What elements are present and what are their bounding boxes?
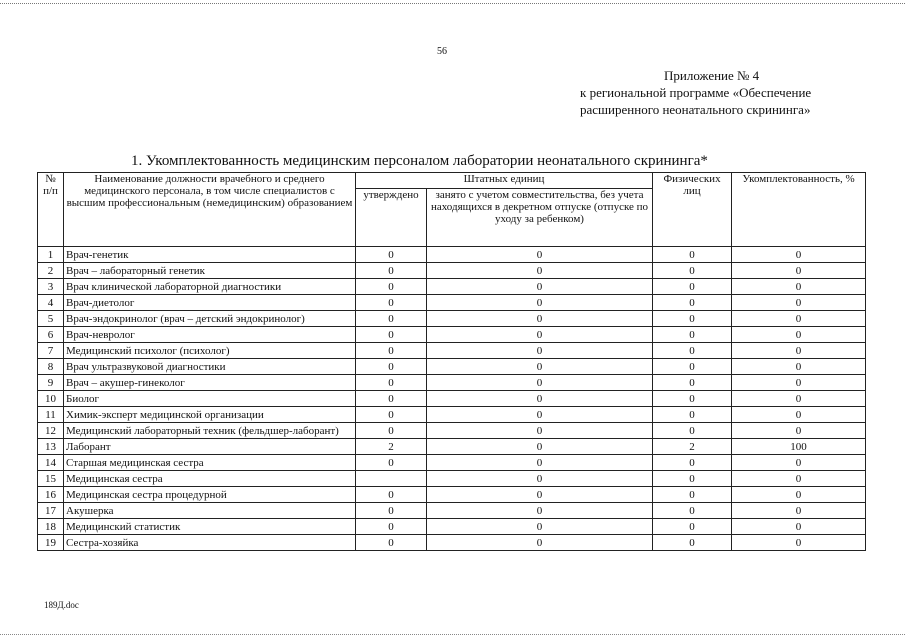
- row-occupied: 0: [427, 407, 653, 423]
- row-position-name: Врач – акушер-гинеколог: [64, 375, 356, 391]
- row-persons: 0: [653, 279, 732, 295]
- row-occupied: 0: [427, 311, 653, 327]
- row-persons: 0: [653, 407, 732, 423]
- row-approved: 0: [356, 487, 427, 503]
- header-occupied: занято с учетом совместительства, без учета находящихся в декретном отпуске (отпуске по уходу за ребенком): [427, 189, 653, 247]
- file-name: 189Д.doc: [44, 600, 79, 610]
- row-occupied: 0: [427, 279, 653, 295]
- row-approved: 0: [356, 391, 427, 407]
- row-persons: 0: [653, 295, 732, 311]
- table-row: [38, 311, 866, 327]
- row-persons: 0: [653, 471, 732, 487]
- row-staffing: 0: [732, 407, 866, 423]
- row-number: 16: [38, 487, 64, 503]
- row-position-name: Медицинский психолог (психолог): [64, 343, 356, 359]
- table-row: [38, 391, 866, 407]
- row-occupied: 0: [427, 295, 653, 311]
- row-position-name: Врач-диетолог: [64, 295, 356, 311]
- row-approved: 0: [356, 279, 427, 295]
- page-number: 56: [437, 46, 447, 57]
- table-row: [38, 471, 866, 487]
- table-body: [38, 247, 866, 551]
- row-position-name: Старшая медицинская сестра: [64, 455, 356, 471]
- row-approved: 0: [356, 247, 427, 263]
- row-persons: 0: [653, 375, 732, 391]
- row-persons: 0: [653, 455, 732, 471]
- row-occupied: 0: [427, 263, 653, 279]
- row-approved: 0: [356, 375, 427, 391]
- row-persons: 0: [653, 247, 732, 263]
- header-approved: утверждено: [356, 189, 427, 247]
- row-approved: [356, 471, 427, 487]
- table-row: [38, 519, 866, 535]
- row-staffing: 0: [732, 311, 866, 327]
- table-row: [38, 535, 866, 551]
- row-number: 2: [38, 263, 64, 279]
- row-occupied: 0: [427, 423, 653, 439]
- row-staffing: 0: [732, 503, 866, 519]
- row-staffing: 0: [732, 263, 866, 279]
- row-number: 8: [38, 359, 64, 375]
- row-occupied: 0: [427, 471, 653, 487]
- row-staffing: 0: [732, 375, 866, 391]
- row-persons: 0: [653, 263, 732, 279]
- row-approved: 0: [356, 503, 427, 519]
- row-staffing: 0: [732, 359, 866, 375]
- table-row: [38, 295, 866, 311]
- row-occupied: 0: [427, 503, 653, 519]
- table-row: [38, 503, 866, 519]
- row-position-name: Врач – лабораторный генетик: [64, 263, 356, 279]
- row-position-name: Лаборант: [64, 439, 356, 455]
- header-position: Наименование должности врачебного и среднего медицинского персонала, в том числе специалистов с высшим профессиональным (немедицинским) образованием: [64, 173, 356, 247]
- row-occupied: 0: [427, 375, 653, 391]
- header-staffing: Укомплектованность, %: [732, 173, 866, 247]
- row-number: 6: [38, 327, 64, 343]
- row-number: 14: [38, 455, 64, 471]
- row-position-name: Врач ультразвуковой диагностики: [64, 359, 356, 375]
- row-staffing: 0: [732, 247, 866, 263]
- row-staffing: 100: [732, 439, 866, 455]
- row-occupied: 0: [427, 455, 653, 471]
- row-number: 11: [38, 407, 64, 423]
- row-persons: 0: [653, 487, 732, 503]
- row-position-name: Врач-генетик: [64, 247, 356, 263]
- row-number: 7: [38, 343, 64, 359]
- row-approved: 0: [356, 423, 427, 439]
- row-occupied: 0: [427, 439, 653, 455]
- row-approved: 0: [356, 455, 427, 471]
- row-position-name: Акушерка: [64, 503, 356, 519]
- row-approved: 0: [356, 535, 427, 551]
- row-number: 13: [38, 439, 64, 455]
- row-number: 4: [38, 295, 64, 311]
- row-occupied: 0: [427, 327, 653, 343]
- row-occupied: 0: [427, 247, 653, 263]
- row-staffing: 0: [732, 471, 866, 487]
- row-approved: 0: [356, 311, 427, 327]
- row-position-name: Медицинский лабораторный техник (фельдшер-лаборант): [64, 423, 356, 439]
- row-persons: 0: [653, 311, 732, 327]
- section-title: 1. Укомплектованность медицинским персоналом лаборатории неонатального скрининга*: [131, 153, 708, 169]
- row-number: 17: [38, 503, 64, 519]
- row-position-name: Врач-эндокринолог (врач – детский эндокринолог): [64, 311, 356, 327]
- appendix-line-3: расширенного неонатального скрининга»: [580, 102, 811, 117]
- row-position-name: Биолог: [64, 391, 356, 407]
- row-occupied: 0: [427, 535, 653, 551]
- row-approved: 2: [356, 439, 427, 455]
- row-position-name: Сестра-хозяйка: [64, 535, 356, 551]
- table-row: [38, 455, 866, 471]
- appendix-line-1: Приложение № 4: [664, 68, 760, 83]
- header-persons: Физических лиц: [653, 173, 732, 247]
- row-occupied: 0: [427, 487, 653, 503]
- table-row: [38, 359, 866, 375]
- row-persons: 0: [653, 327, 732, 343]
- row-approved: 0: [356, 519, 427, 535]
- row-persons: 0: [653, 359, 732, 375]
- staffing-table: [37, 172, 866, 551]
- row-staffing: 0: [732, 423, 866, 439]
- row-approved: 0: [356, 295, 427, 311]
- table-row: [38, 487, 866, 503]
- row-staffing: 0: [732, 391, 866, 407]
- row-approved: 0: [356, 343, 427, 359]
- row-position-name: Медицинская сестра процедурной: [64, 487, 356, 503]
- row-staffing: 0: [732, 455, 866, 471]
- row-number: 19: [38, 535, 64, 551]
- row-number: 15: [38, 471, 64, 487]
- row-position-name: Медицинский статистик: [64, 519, 356, 535]
- row-persons: 0: [653, 503, 732, 519]
- row-number: 3: [38, 279, 64, 295]
- row-persons: 2: [653, 439, 732, 455]
- row-approved: 0: [356, 359, 427, 375]
- table-row: [38, 247, 866, 263]
- row-persons: 0: [653, 423, 732, 439]
- row-staffing: 0: [732, 279, 866, 295]
- row-position-name: Медицинская сестра: [64, 471, 356, 487]
- scan-edge-bottom: [0, 634, 905, 635]
- table-row: [38, 263, 866, 279]
- row-position-name: Врач клинической лабораторной диагностики: [64, 279, 356, 295]
- row-number: 18: [38, 519, 64, 535]
- row-number: 1: [38, 247, 64, 263]
- row-persons: 0: [653, 343, 732, 359]
- row-persons: 0: [653, 391, 732, 407]
- appendix-line-2: к региональной программе «Обеспечение: [580, 85, 812, 100]
- row-number: 9: [38, 375, 64, 391]
- table-header: [38, 173, 866, 247]
- row-occupied: 0: [427, 343, 653, 359]
- row-approved: 0: [356, 407, 427, 423]
- row-persons: 0: [653, 535, 732, 551]
- row-staffing: 0: [732, 519, 866, 535]
- table-row: [38, 439, 866, 455]
- row-occupied: 0: [427, 391, 653, 407]
- table-row: [38, 279, 866, 295]
- row-approved: 0: [356, 263, 427, 279]
- scan-edge-top: [0, 3, 905, 4]
- row-staffing: 0: [732, 327, 866, 343]
- table-row: [38, 343, 866, 359]
- row-approved: 0: [356, 327, 427, 343]
- table-row: [38, 375, 866, 391]
- row-staffing: 0: [732, 535, 866, 551]
- table-row: [38, 327, 866, 343]
- row-position-name: Врач-невролог: [64, 327, 356, 343]
- table-row: [38, 407, 866, 423]
- header-num: № п/п: [38, 173, 64, 247]
- row-number: 12: [38, 423, 64, 439]
- row-position-name: Химик-эксперт медицинской организации: [64, 407, 356, 423]
- row-staffing: 0: [732, 295, 866, 311]
- row-number: 10: [38, 391, 64, 407]
- row-occupied: 0: [427, 359, 653, 375]
- row-number: 5: [38, 311, 64, 327]
- table-row: [38, 423, 866, 439]
- appendix-heading: [580, 67, 811, 118]
- row-staffing: 0: [732, 487, 866, 503]
- row-persons: 0: [653, 519, 732, 535]
- row-occupied: 0: [427, 519, 653, 535]
- header-staff-units: Штатных единиц: [356, 173, 653, 189]
- row-staffing: 0: [732, 343, 866, 359]
